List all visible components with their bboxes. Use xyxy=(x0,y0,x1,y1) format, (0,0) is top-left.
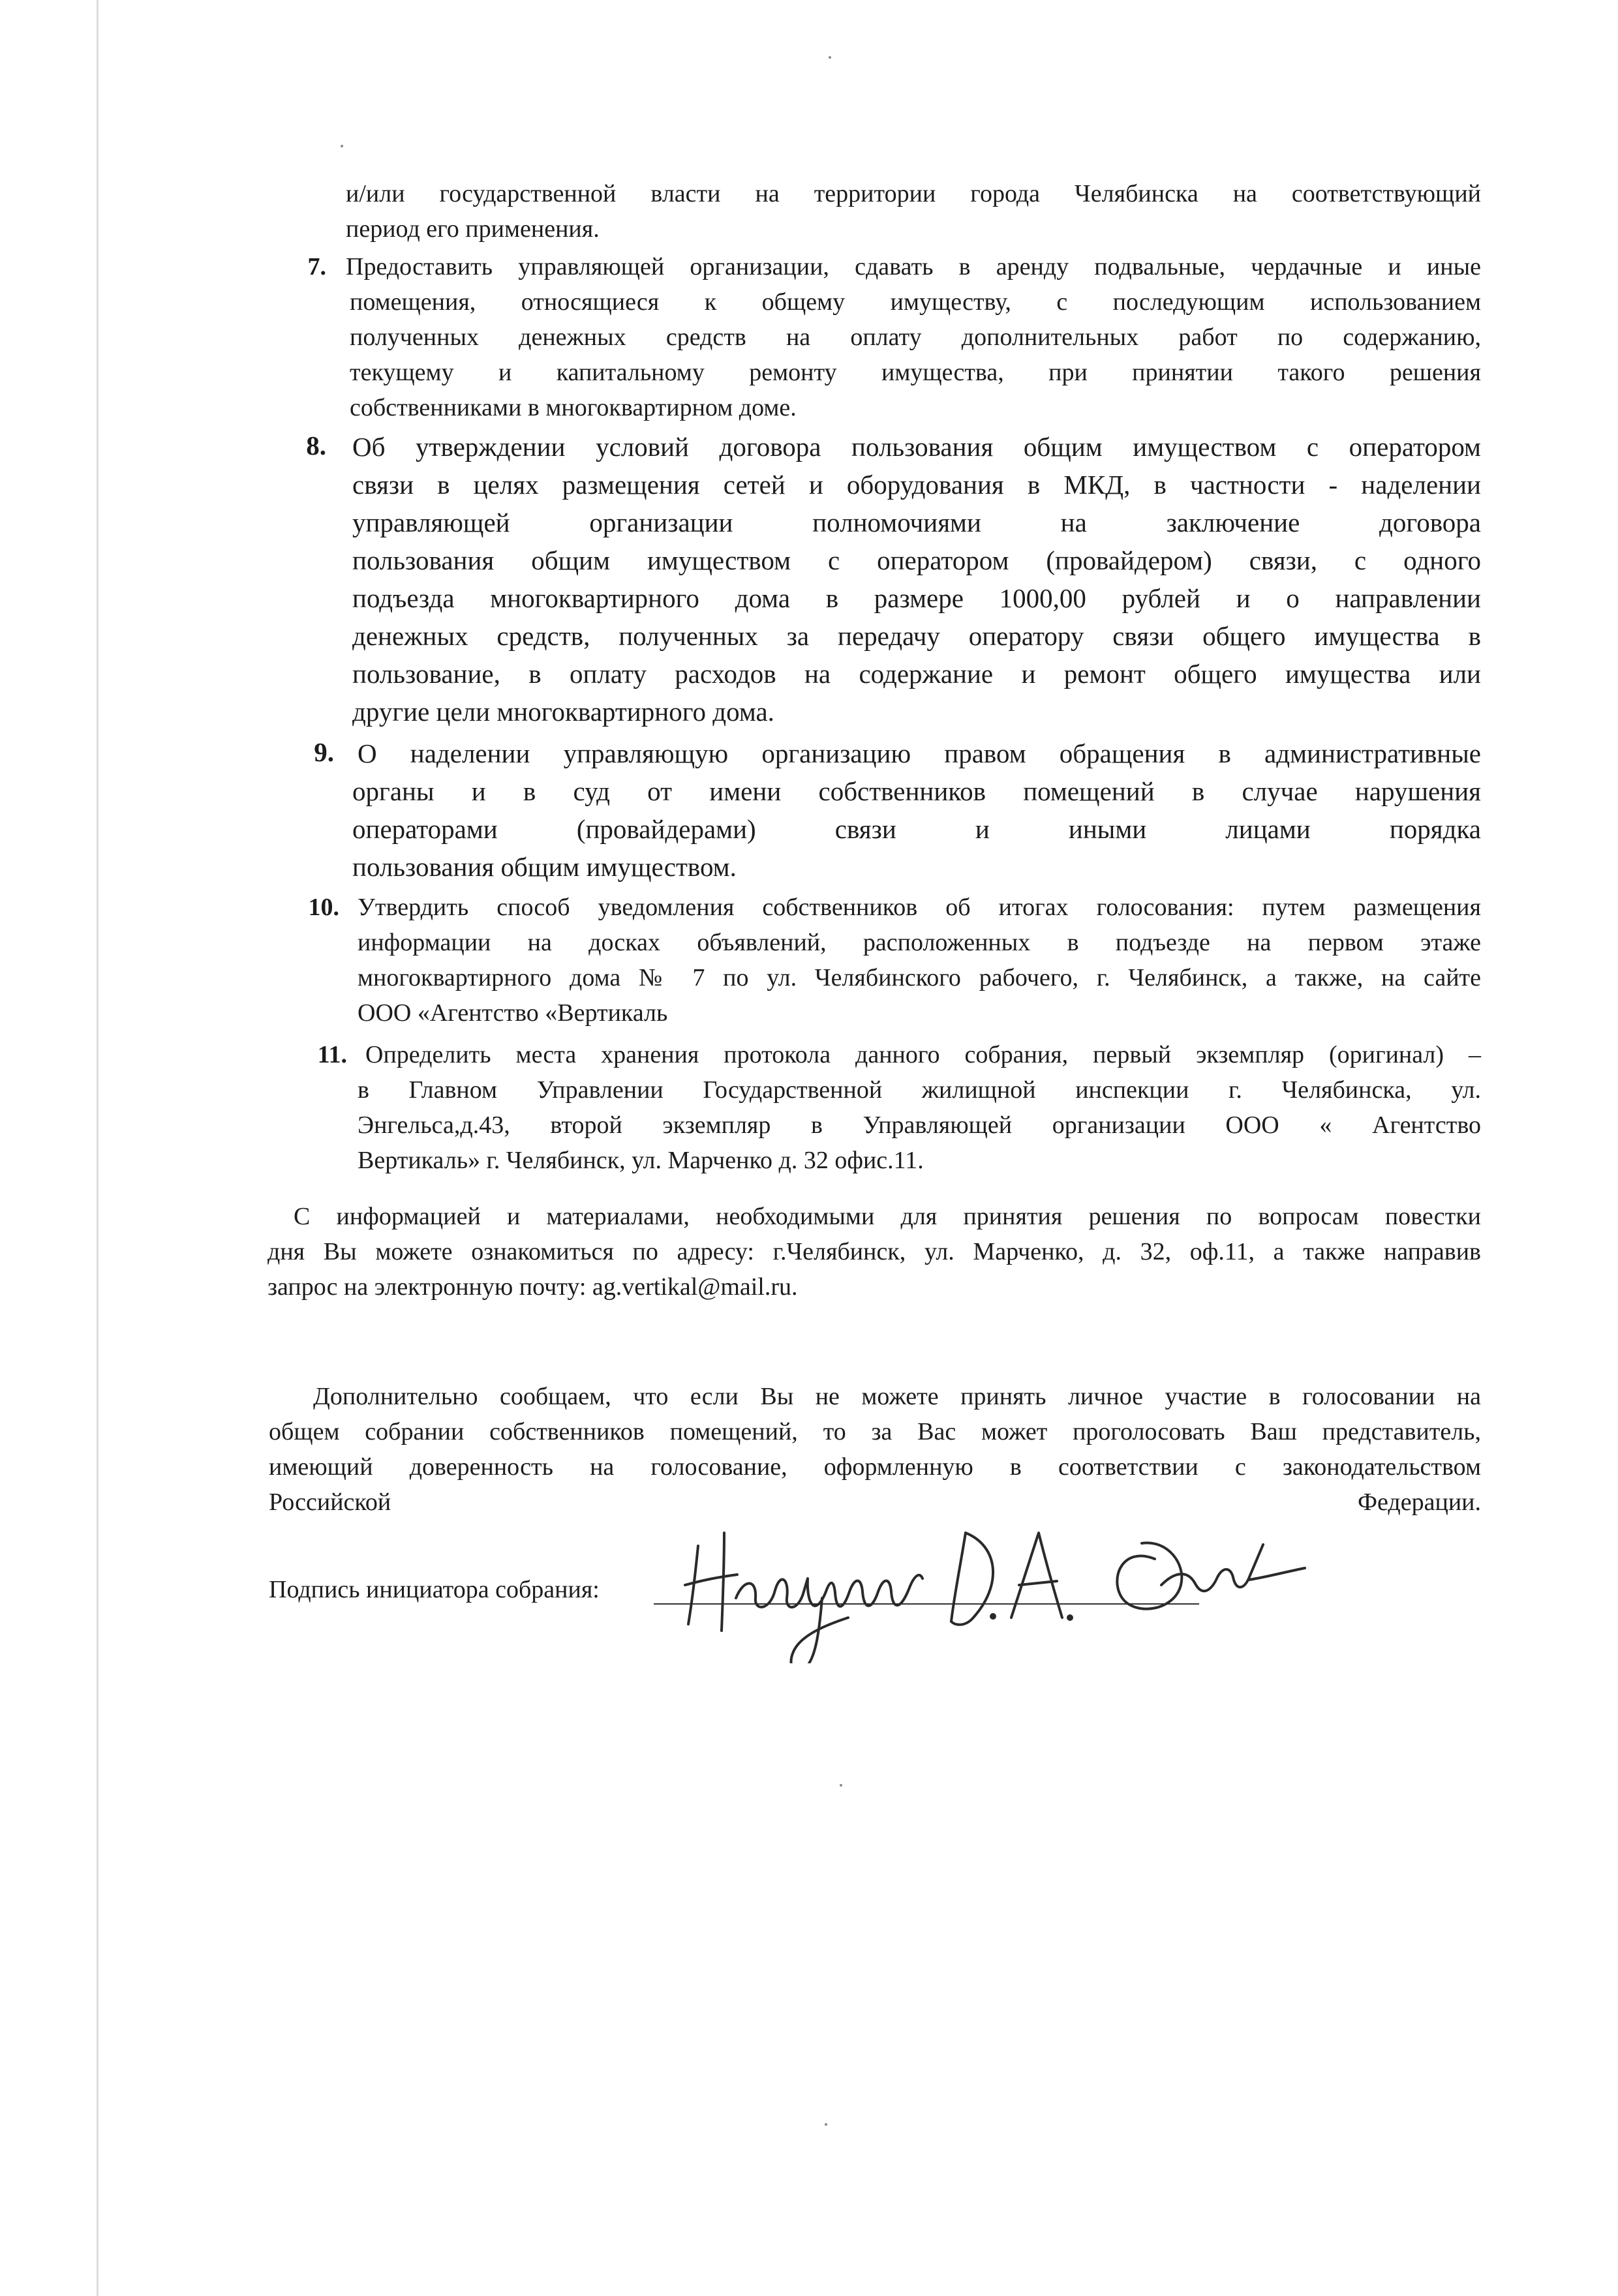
signature-label: Подпись инициатора собрания: xyxy=(269,1576,600,1603)
item-9-line: О наделении управляющую организацию правом обращения в административные xyxy=(358,738,1481,768)
item-number-11: 11. xyxy=(317,1041,347,1068)
item-11-line: Определить места хранения протокола данного собрания, первый экземпляр (оригинал) – xyxy=(365,1041,1481,1068)
continuation-line-2: период его применения. xyxy=(346,215,600,243)
item-8-line: подъезда многоквартирного дома в размере 1000,00 рублей и о направлении xyxy=(352,583,1481,613)
item-10-line: Утвердить способ уведомления собственников об итогах голосования: путем размещения xyxy=(358,894,1481,921)
proxy-paragraph-line: имеющий доверенность на голосование, оформленную в соответствии с законодательством xyxy=(269,1453,1481,1481)
item-10-line: информации на досках объявлений, расположенных в подъезде на первом этаже xyxy=(358,929,1481,956)
proxy-paragraph-line: Дополнительно сообщаем, что если Вы не можете принять личное участие в голосовании на xyxy=(313,1383,1481,1410)
item-number-9: 9. xyxy=(314,737,334,767)
item-11-line: Энгельса,д.43, второй экземпляр в Управляющей организации ООО « Агентство xyxy=(358,1111,1481,1139)
page-edge-shadow xyxy=(97,0,99,2296)
item-8-line: связи в целях размещения сетей и оборудования в МКД, в частности - наделении xyxy=(352,470,1481,500)
scan-speck xyxy=(840,1784,842,1787)
item-7-line: текущему и капитальному ремонту имущества, при принятии такого решения xyxy=(350,359,1481,386)
item-8-line: управляющей организации полномочиями на заключение договора xyxy=(352,507,1481,537)
scan-speck xyxy=(825,2123,827,2126)
proxy-paragraph-line: общем собрании собственников помещений, то за Вас может проголосовать Ваш представитель, xyxy=(269,1418,1481,1445)
item-8-line: пользование, в оплату расходов на содержание и ремонт общего имущества или xyxy=(352,659,1481,689)
item-9-line: органы и в суд от имени собственников помещений в случае нарушения xyxy=(352,776,1481,806)
info-paragraph-line: дня Вы можете ознакомиться по адресу: г.Челябинск, ул. Марченко, д. 32, оф.11, а также направив xyxy=(267,1238,1481,1265)
proxy-paragraph-last-right: Федерации. xyxy=(1358,1488,1481,1516)
scan-speck xyxy=(341,145,343,147)
proxy-paragraph-last-left: Российской xyxy=(269,1488,391,1516)
info-paragraph-line: запрос на электронную почту: ag.vertikal@mail.ru. xyxy=(267,1273,798,1301)
item-7-line: помещения, относящиеся к общему имуществу, с последующим использованием xyxy=(350,288,1481,316)
item-number-7: 7. xyxy=(307,253,326,280)
item-8-line: другие цели многоквартирного дома. xyxy=(352,697,774,727)
item-7-line: полученных денежных средств на оплату дополнительных работ по содержанию, xyxy=(350,324,1481,351)
item-10-line: ООО «Агентство «Вертикаль xyxy=(358,999,668,1027)
item-8-line: пользования общим имуществом с оператором (провайдером) связи, с одного xyxy=(352,545,1481,575)
info-paragraph-line: С информацией и материалами, необходимыми для принятия решения по вопросам повестки xyxy=(294,1203,1481,1230)
scan-speck xyxy=(829,56,831,59)
item-10-line: многоквартирного дома № 7 по ул. Челябинского рабочего, г. Челябинск, а также, на сайте xyxy=(358,964,1481,991)
continuation-line-1: и/или государственной власти на территории города Челябинска на соответствующий xyxy=(346,180,1481,207)
item-7-line: собственниками в многоквартирном доме. xyxy=(350,394,797,421)
item-11-line: в Главном Управлении Государственной жилищной инспекции г. Челябинска, ул. xyxy=(358,1076,1481,1104)
item-9-line: пользования общим имуществом. xyxy=(352,852,737,882)
item-number-10: 10. xyxy=(308,894,339,921)
item-8-line: денежных средств, полученных за передачу оператору связи общего имущества в xyxy=(352,621,1481,651)
item-11-line: Вертикаль» г. Челябинск, ул. Марченко д. 32 офис.11. xyxy=(358,1147,924,1174)
item-8-line: Об утверждении условий договора пользования общим имуществом с оператором xyxy=(352,432,1481,462)
item-9-line: операторами (провайдерами) связи и иными лицами порядка xyxy=(352,814,1481,844)
handwritten-signature xyxy=(659,1507,1311,1663)
item-number-8: 8. xyxy=(306,430,326,461)
item-7-line: Предоставить управляющей организации, сдавать в аренду подвальные, чердачные и иные xyxy=(346,253,1481,280)
